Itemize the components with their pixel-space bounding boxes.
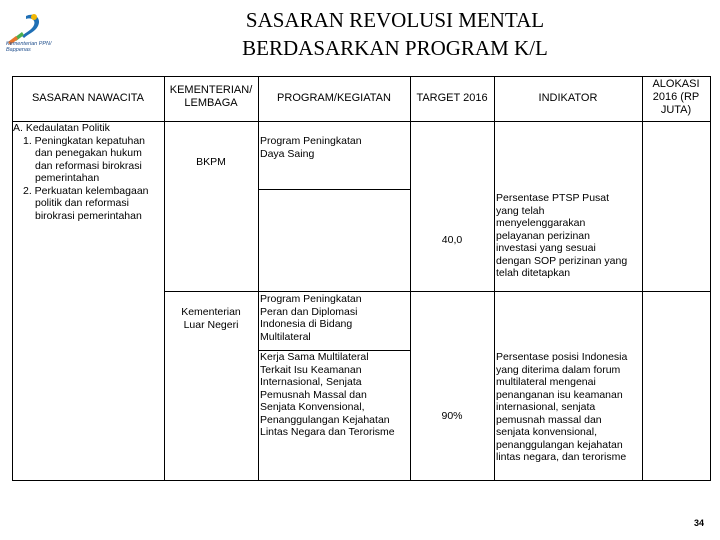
kegiatan-kemlu-line: Penanggulangan Kejahatan	[260, 413, 390, 426]
target-bkpm: 40,0	[441, 234, 463, 246]
page-number: 34	[694, 518, 705, 528]
sasaran-item-1-line: dan reformasi birokrasi	[35, 159, 142, 172]
header-program: PROGRAM/KEGIATAN	[277, 92, 391, 104]
kegiatan-kemlu-line: Pemusnah Massal dan	[260, 388, 367, 401]
logo-text-line2: Bappenas	[6, 47, 31, 53]
indikator-kemlu-line: lintas negara, dan terorisme	[496, 451, 627, 463]
logo-text-line1: Kementerian PPN/	[6, 41, 52, 47]
program-kemlu-line: Indonesia di Bidang	[260, 318, 353, 330]
kementerian-kemlu	[164, 306, 258, 331]
table-divider	[258, 189, 410, 190]
indikator-bkpm-line: investasi yang sesuai	[496, 242, 596, 254]
logo-text	[6, 41, 52, 53]
target-kemlu: 90%	[441, 410, 463, 422]
header-alokasi	[642, 78, 710, 117]
program-table	[12, 76, 711, 481]
program-kemlu-line: Peran dan Diplomasi	[260, 305, 358, 318]
table-divider	[258, 76, 259, 481]
header-sasaran: SASARAN NAWACITA	[31, 92, 145, 104]
indikator-bkpm-line: pelayanan perizinan	[496, 229, 590, 242]
sasaran-cell	[13, 122, 163, 222]
indikator-kemlu-line: yang diterima dalam forum	[496, 363, 621, 376]
indikator-kemlu-line: Persentase posisi Indonesia	[496, 351, 628, 363]
header-kementerian-line1: KEMENTERIAN/	[169, 84, 253, 96]
sasaran-item-2-line: birokrasi pemerintahan	[35, 209, 142, 222]
kegiatan-kemlu-line: Senjata Konvensional,	[260, 401, 365, 413]
table-divider	[494, 76, 495, 481]
kegiatan-kemlu-line: Lintas Negara dan Terorisme	[260, 426, 395, 438]
kementerian-kemlu-line: Kementerian	[181, 306, 241, 318]
program-kemlu-line: Program Peningkatan	[260, 293, 362, 305]
indikator-kemlu-line: penanganan isu keamanan	[496, 388, 623, 401]
program-kemlu-line: Multilateral	[260, 330, 311, 343]
page-title	[140, 6, 650, 62]
kementerian-bkpm: BKPM	[196, 156, 226, 168]
kegiatan-kemlu	[260, 351, 410, 439]
page-title-line1: SASARAN REVOLUSI MENTAL	[245, 8, 545, 32]
indikator-kemlu-line: penanggulangan kejahatan	[496, 438, 623, 451]
indikator-kemlu-line: multilateral mengenai	[496, 376, 596, 388]
table-border	[12, 76, 711, 77]
page-title-line2: BERDASARKAN PROGRAM K/L	[242, 36, 548, 60]
sasaran-item-1-line: dan penegakan hukum	[35, 147, 142, 159]
indikator-bkpm-line: telah ditetapkan	[496, 267, 571, 279]
kegiatan-kemlu-line: Internasional, Senjata	[260, 376, 362, 388]
sasaran-item-2-line: politik dan reformasi	[35, 197, 129, 209]
kegiatan-kemlu-line: Kerja Sama Multilateral	[260, 351, 369, 363]
table-divider	[642, 76, 643, 481]
header-alokasi-line1: ALOKASI	[652, 78, 700, 90]
indikator-kemlu-line: internasional, senjata	[496, 401, 596, 413]
program-bkpm	[260, 135, 408, 160]
indikator-bkpm	[496, 192, 642, 280]
table-divider	[164, 76, 165, 481]
kementerian-kemlu-line: Luar Negeri	[183, 318, 239, 331]
sasaran-item-2	[13, 185, 163, 223]
indikator-bkpm-line: yang telah	[496, 204, 545, 217]
indikator-kemlu-line: senjata konvensional,	[496, 426, 597, 438]
header-indikator: INDIKATOR	[538, 92, 598, 104]
sasaran-item-1	[13, 135, 163, 185]
program-bkpm-line: Program Peningkatan	[260, 135, 362, 147]
indikator-bkpm-line: menyelenggarakan	[496, 217, 586, 229]
table-divider	[164, 291, 710, 292]
indikator-kemlu-line: pemusnah massal dan	[496, 413, 602, 426]
program-kemlu	[260, 293, 408, 343]
header-alokasi-line3: JUTA)	[660, 104, 692, 116]
indikator-bkpm-line: Persentase PTSP Pusat	[496, 192, 610, 204]
table-border	[710, 76, 711, 481]
sasaran-item-1-line: 1. Peningkatan kepatuhan	[23, 134, 146, 147]
header-alokasi-line2: 2016 (RP	[652, 91, 700, 103]
kegiatan-kemlu-line: Terkait Isu Keamanan	[260, 363, 362, 376]
program-bkpm-line: Daya Saing	[260, 147, 315, 160]
sasaran-heading: A. Kedaulatan Politik	[13, 122, 110, 134]
header-kementerian	[164, 84, 258, 110]
header-target: TARGET 2016	[416, 92, 488, 104]
header-kementerian-line2: LEMBAGA	[184, 97, 238, 109]
sasaran-item-2-line: 2. Perkuatan kelembagaan	[23, 184, 149, 197]
bappenas-logo	[4, 8, 64, 66]
indikator-kemlu	[496, 351, 642, 464]
indikator-bkpm-line: dengan SOP perizinan yang	[496, 254, 628, 267]
table-border	[12, 480, 711, 481]
sasaran-item-1-line: pemerintahan	[35, 172, 100, 184]
